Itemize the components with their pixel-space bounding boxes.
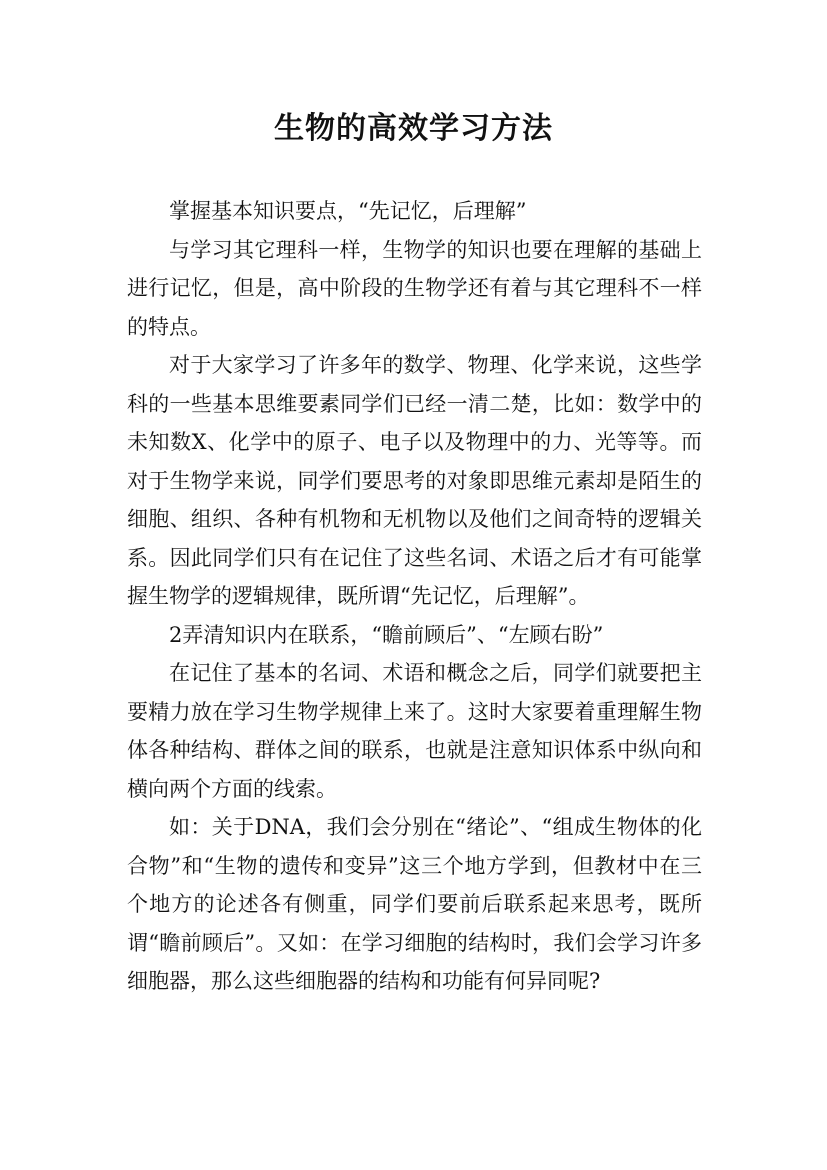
- document-body: [127, 192, 702, 1001]
- paragraph-4: 2弄清知识内在联系，“瞻前顾后”、“左顾右盼”: [169, 622, 604, 647]
- document-title: 生物的高效学习方法: [274, 111, 553, 146]
- paragraph-1: 掌握基本知识要点，“先记忆，后理解”: [169, 199, 527, 223]
- paragraph-2: 与学习其它理科一样，生物学的知识也要在理解的基础上进行记忆，但是，高中阶段的生物学还有着与其它理科不一样的特点。: [127, 237, 702, 339]
- paragraph-3: 对于大家学习了许多年的数学、物理、化学来说，这些学科的一些基本思维要素同学们已经一清二楚，比如：数学中的未知数X、化学中的原子、电子以及物理中的力、光等等。而对于生物学来说，同学们要思考的对象即思维元素却是陌生的细胞、组织、各种有机物和无机物以及他们之间奇特的逻辑关系。因此同学们只有在记住了这些名词、术语之后才有可能掌握生物学的逻辑规律，既所谓“先记忆，后理解”。: [127, 353, 702, 608]
- paragraph-5: 在记住了基本的名词、术语和概念之后，同学们就要把主要精力放在学习生物学规律上来了。这时大家要着重理解生物体各种结构、群体之间的联系，也就是注意知识体系中纵向和横向两个方面的线索。: [127, 661, 702, 801]
- paragraph-6: 如：关于DNA，我们会分别在“绪论”、“组成生物体的化合物”和“生物的遗传和变异”这三个地方学到，但教材中在三个地方的论述各有侧重，同学们要前后联系起来思考，既所谓“瞻前顾后”。又如：在学习细胞的结构时，我们会学习许多细胞器，那么这些细胞器的结构和功能有何异同呢?: [127, 815, 702, 993]
